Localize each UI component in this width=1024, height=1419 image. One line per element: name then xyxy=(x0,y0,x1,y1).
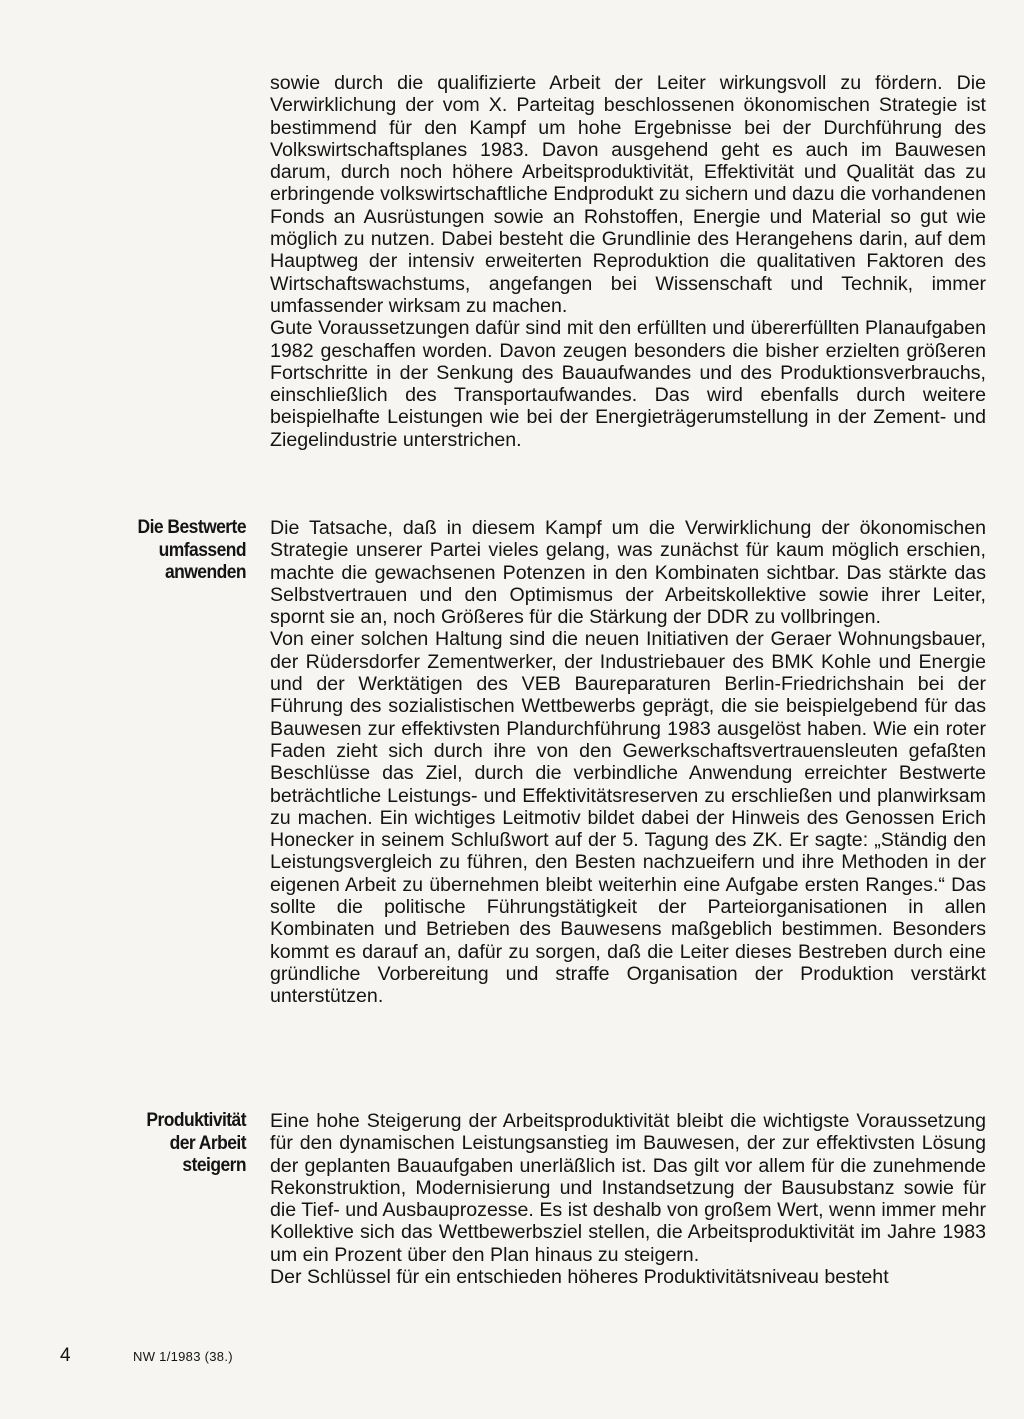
text-block-intro xyxy=(270,72,986,451)
paragraph: Die Tatsache, daß in diesem Kampf um die Verwirklichung der ökonomischen Strategie unserer Partei vieles gelang, was zunächst für kaum möglich erschien, machte die gewachsenen Potenzen in den Kombinaten sichtbar. Das stärkte das Selbstvertrauen und den Optimismus der Arbeitskollektive sowie ihrer Leiter, spornt sie an, noch Größeres für die Stärkung der DDR zu vollbringen. xyxy=(270,517,986,629)
heading-line: anwenden xyxy=(164,562,246,583)
heading-line: der Arbeit xyxy=(169,1132,246,1154)
journal-reference: NW 1/1983 (38.) xyxy=(133,1349,233,1364)
side-heading-produktivitaet xyxy=(80,1110,246,1178)
text-block-produktivitaet xyxy=(270,1110,986,1288)
paragraph: Von einer solchen Haltung sind die neuen Initiativen der Geraer Wohnungsbauer, der Rüdersdorfer Zementwerker, der Industriebauer des BMK Kohle und Energie und der Werktätigen des VEB Baureparaturen Berlin-Friedrichshain bei der Führung des sozialistischen Wettbewerbs geprägt, die sie beispielgebend für das Bauwesen zur effektivsten Plandurchführung 1983 ausgelöst haben. Wie ein roter Faden zieht sich durch ihre von den Gewerkschaftsvertrauensleuten gefaßten Beschlüsse das Ziel, durch die verbindliche Anwendung erreichter Bestwerte beträchtliche Leistungs- und Effektivitätsreserven zu erschließen und planwirksam zu machen. Ein wichtiges Leitmotiv bildet dabei der Hinweis des Genossen Erich Honecker in seinem Schlußwort auf der 5. Tagung des ZK. Er sagte: „Ständig den Leistungsvergleich zu führen, den Besten nachzueifern und ihre Methoden in der eigenen Arbeit zu übernehmen bleibt weiterhin eine Aufgabe ersten Ranges.“ Das sollte die politische Führungstätigkeit der Parteiorganisationen in allen Kombinaten und Betrieben des Bauwesens maßgeblich bestimmen. Besonders kommt es darauf an, dafür zu sorgen, daß die Leiter dieses Bestreben durch eine gründliche Vorbereitung und straffe Organisation der Produktion verstärkt unterstützen. xyxy=(270,628,986,1008)
text-block-bestwerte xyxy=(270,517,986,1008)
heading-line: steigern xyxy=(182,1155,246,1176)
paragraph: Eine hohe Steigerung der Arbeitsproduktivität bleibt die wichtigste Voraussetzung für den dynamischen Leistungsanstieg im Bauwesen, der zur effektivsten Lösung der geplanten Bauaufgaben unerläßlich ist. Das gilt vor allem für die zunehmende Rekonstruktion, Modernisierung und Instandsetzung der Bausubstanz sowie für die Tief- und Ausbauprozesse. Es ist deshalb von großem Wert, wenn immer mehr Kollektive sich das Wettbewerbsziel stellen, die Arbeitsproduktivität im Jahre 1983 um ein Prozent über den Plan hinaus zu steigern. xyxy=(270,1110,986,1266)
page-number: 4 xyxy=(60,1345,71,1366)
paragraph: Gute Voraussetzungen dafür sind mit den erfüllten und übererfüllten Planaufgaben 1982 geschaffen worden. Davon zeugen besonders die bisher erzielten größeren Fortschritte in der Senkung des Bauaufwandes und des Produktionsverbrauchs, einschließlich des Transportaufwandes. Das wird ebenfalls durch weitere beispielhafte Leistungen wie bei der Energieträgerumstellung in der Zement- und Ziegelindustrie unterstrichen. xyxy=(270,317,986,451)
paragraph: Der Schlüssel für ein entschieden höheres Produktivitätsniveau besteht xyxy=(270,1266,889,1289)
heading-line: Produktivität xyxy=(146,1110,246,1131)
heading-line: Die Bestwerte xyxy=(137,517,246,538)
paragraph: sowie durch die qualifizierte Arbeit der Leiter wirkungsvoll zu fördern. Die Verwirklichung der vom X. Parteitag beschlossenen ökonomischen Strategie ist bestimmend für den Kampf um hohe Ergebnisse bei der Durchführung des Volkswirtschaftsplanes 1983. Davon ausgehend geht es auch im Bauwesen darum, durch noch höhere Arbeitsproduktivität, Effektivität und Qualität das zu erbringende volkswirtschaftliche Endprodukt zu sichern und dazu die vorhandenen Fonds an Ausrüstungen sowie an Rohstoffen, Energie und Material so gut wie möglich zu nutzen. Dabei besteht die Grundlinie des Herangehens darin, auf dem Hauptweg der intensiv erweiterten Reproduktion die qualitativen Faktoren des Wirtschaftswachstums, angefangen bei Wissenschaft und Technik, immer umfassender wirksam zu machen. xyxy=(270,72,986,317)
heading-line: umfassend xyxy=(158,539,246,561)
side-heading-bestwerte xyxy=(80,517,246,585)
